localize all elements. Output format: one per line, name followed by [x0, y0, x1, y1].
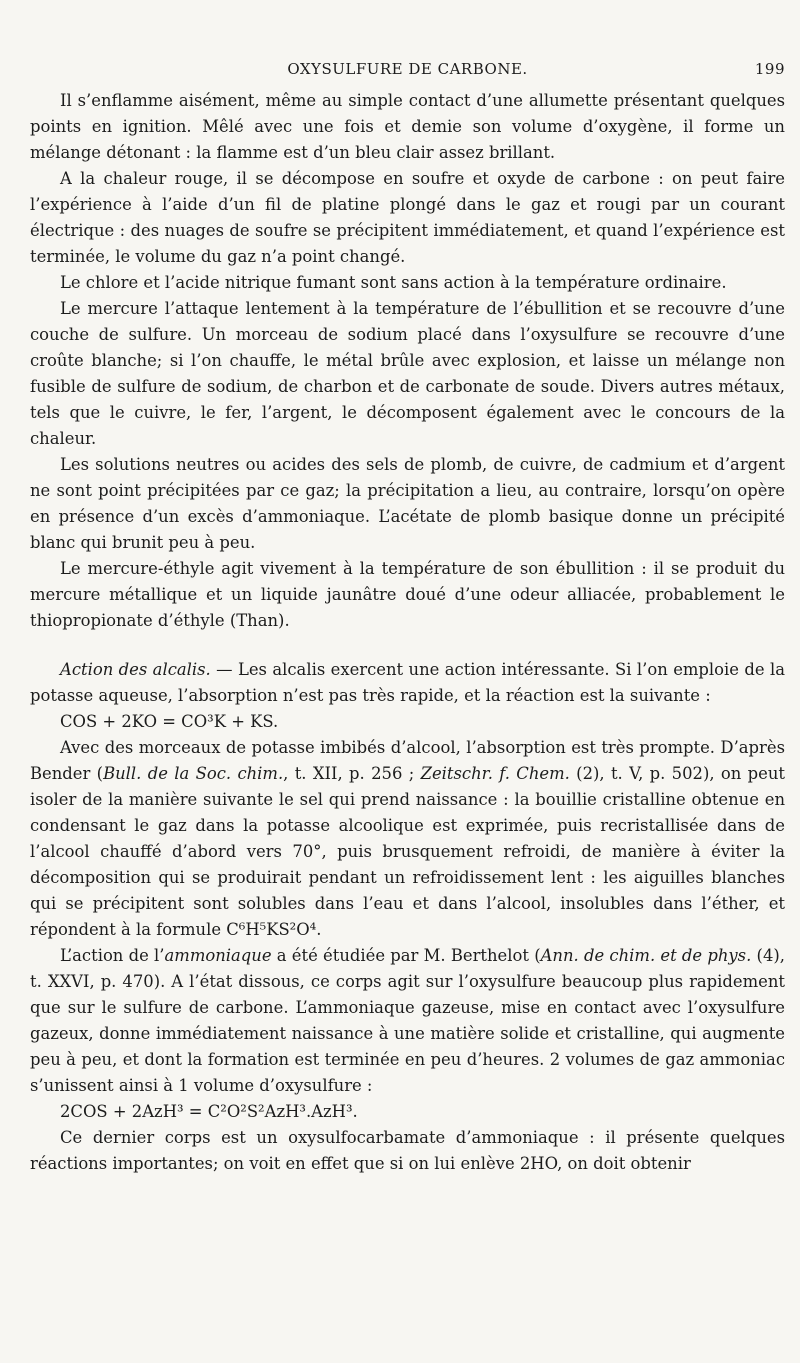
paragraph-mercury: Le mercure l’attaque lentement à la température de l’ébullition et se recouvre d’une couche de sulfure. Un morceau de sodium placé dans l’oxysulfure se recouvre d’une croûte blanche; si l’on chauffe, le métal brûle avec explosion, et laisse un mélange non fusible de sulfure de sodium, de charbon et de carbonate de soude. Divers autres métaux, tels que le cuivre, le fer, l’argent, le décomposent également avec le concours de la chaleur.: [30, 299, 785, 448]
formula-ammonia: 2COS + 2AzH³ = C²O²S²AzH³.AzH³.: [60, 1102, 358, 1121]
paragraph-salt-solutions: Les solutions neutres ou acides des sels de plomb, de cuivre, de cadmium et d’argent ne sont point précipitées par ce gaz; la précipitation a lieu, au contraire, lorsqu’on opère en présence d’un excès d’ammoniaque. L’acétate de plomb basique donne un précipité blanc qui brunit peu à peu.: [30, 455, 785, 552]
bender-text-3: (2), t. V, p. 502), on peut isoler de la manière suivante le sel qui prend naissance : la bouillie cristalline obtenue en condensant le gaz dans la potasse alcoolique est exprimée, puis recristallisée dans de l’alcool chauffé d’abord vers 70°, puis brusquement refroidi, de manière à éviter la décomposition qui se produirait pendant un refroidissement lent : les aiguilles blanches qui se précipitent sont solubles dans l’eau et dans l’alcool, insolubles dans l’éther, et répondent à la formule C⁶H⁵KS²O⁴.: [30, 764, 786, 939]
paragraph-bender: [30, 735, 785, 943]
paragraph-red-heat: A la chaleur rouge, il se décompose en soufre et oxyde de carbone : on peut faire l’expérience à l’aide d’un fil de platine plongé dans le gaz et rougi par un courant électrique : des nuages de soufre se précipitent immédiatement, et quand l’expérience est terminée, le volume du gaz n’a point changé.: [30, 169, 785, 266]
ammonia-text-2: a été étudiée par M. Berthelot (: [271, 946, 541, 965]
bender-reference-zeitschr: Zeitschr. f. Chem.: [420, 764, 570, 783]
paragraph-oxysulfocarbamate: Ce dernier corps est un oxysulfocarbamate d’ammoniaque : il présente quelques réactions importantes; on voit en effet que si on lui enlève 2HO, on doit obtenir: [30, 1128, 785, 1173]
ammonia-text-1: L’action de l’: [60, 946, 165, 965]
paragraph-mercury-ethyl: Le mercure-éthyle agit vivement à la température de son ébullition : il se produit du mercure métallique et un liquide jaunâtre doué d’une odeur alliacée, probablement le thiopropionate d’éthyle (Than).: [30, 559, 785, 630]
paragraph-chlorine: Le chlore et l’acide nitrique fumant sont sans action à la température ordinaire.: [60, 273, 727, 292]
formula-potash: COS + 2KO = CO³K + KS.: [60, 712, 279, 731]
ammonia-term: ammoniaque: [164, 946, 272, 965]
section-heading-alkali: Action des alcalis.: [60, 660, 211, 679]
paragraph-ammonia: [30, 943, 785, 1099]
bender-reference-bull: Bull. de la Soc. chim.: [103, 764, 284, 783]
page-number: 199: [754, 60, 785, 78]
paragraph-alkali: [30, 657, 785, 709]
bender-text-2: , t. XII, p. 256 ;: [283, 764, 421, 783]
bender-text-1: Avec des morceaux de potasse imbibés d’alcool, l’absorption est très prompte. D’après Bender (: [30, 738, 785, 783]
ammonia-text-3: (4), t. XXVI, p. 470). A l’état dissous, ce corps agit sur l’oxysulfure beaucoup plus rapidement que sur le sulfure de carbone. L’ammoniaque gazeuse, mise en contact avec l’oxysulfure gazeux, donne immédiatement naissance à une matière solide et cristalline, qui augmente peu à peu, et dont la formation est terminée en peu d’heures. 2 volumes de gaz ammoniac s’unissent ainsi à 1 volume d’oxysulfure :: [30, 946, 785, 1095]
page-body: [30, 88, 785, 1177]
alkali-text: — Les alcalis exercent une action intéressante. Si l’on emploie de la potasse aqueuse, l’absorption n’est pas très rapide, et la réaction est la suivante :: [30, 660, 785, 705]
running-header: [30, 60, 785, 84]
ammonia-reference: Ann. de chim. et de phys.: [540, 946, 752, 965]
running-title: OXYSULFURE DE CARBONE.: [287, 60, 528, 78]
paragraph-flammability: Il s’enflamme aisément, même au simple contact d’une allumette présentant quelques points en ignition. Mêlé avec une fois et demie son volume d’oxygène, il forme un mélange détonant : la flamme est d’un bleu clair assez brillant.: [30, 91, 785, 162]
